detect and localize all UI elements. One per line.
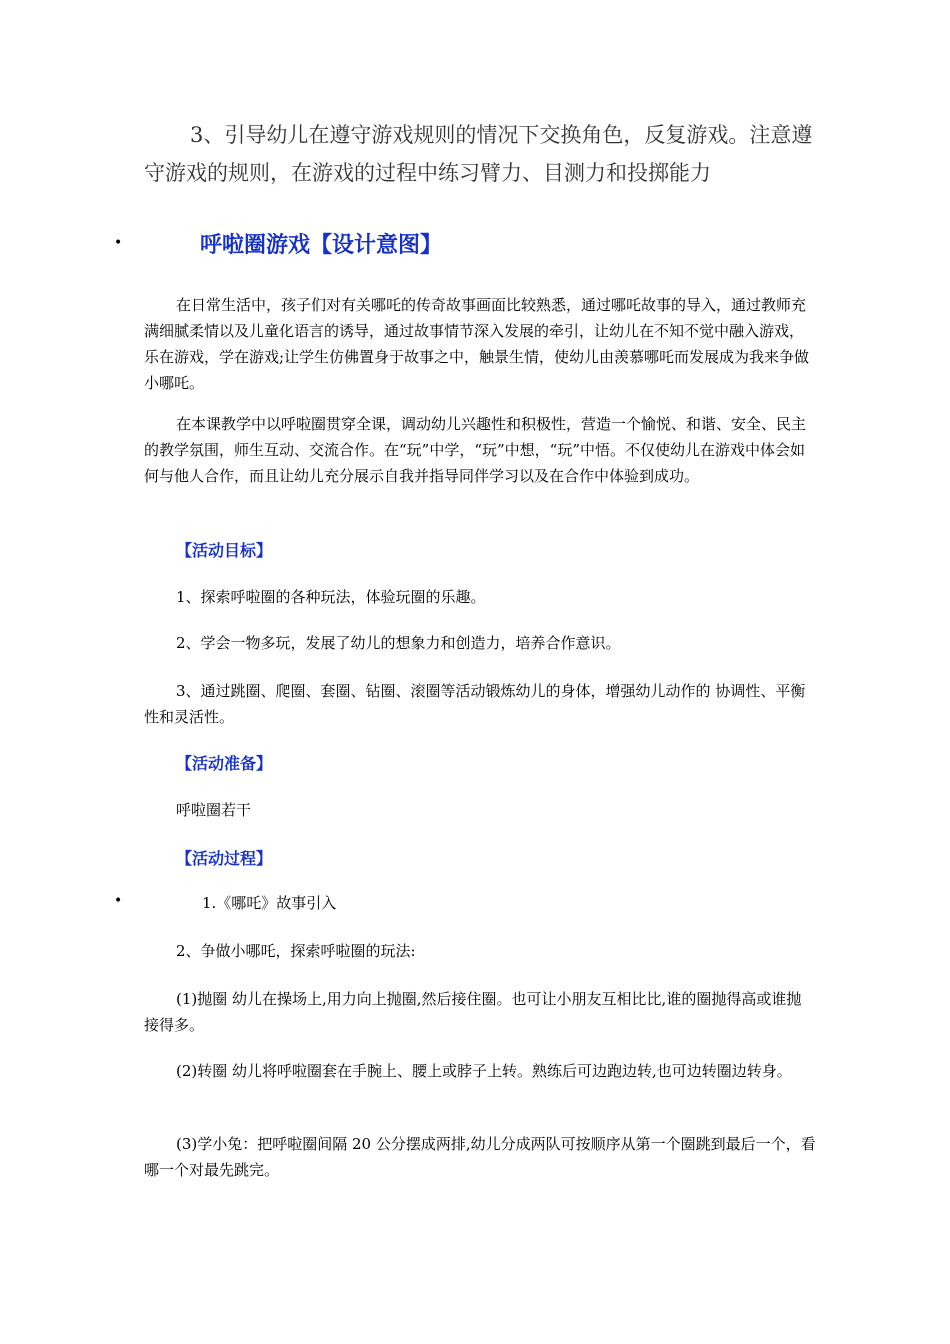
prep-text: 呼啦圈若干: [176, 801, 252, 819]
prep-heading: 【活动准备】: [176, 754, 273, 773]
process-step-3: (1)抛圈 幼儿在操场上,用力向上抛圈,然后接住圈。也可让小朋友互相比比,谁的圈抛得高或谁抛接得多。: [144, 990, 802, 1034]
process-heading: 【活动过程】: [176, 849, 273, 868]
process-step-5: (3)学小兔：把呼啦圈间隔 20 公分摆成两排,幼儿分成两队可按顺序从第一个圈跳到最后一个，看哪一个对最先跳完。: [144, 1135, 816, 1179]
section-title: 呼啦圈游戏【设计意图】: [200, 233, 443, 258]
intro-paragraph: 3、引导幼儿在遵守游戏规则的情况下交换角色，反复游戏。注意遵守游戏的规则，在游戏的过程中练习臂力、目测力和投掷能力: [144, 123, 813, 185]
process-step-2: 2、争做小哪吒，探索呼啦圈的玩法:: [176, 942, 416, 960]
design-paragraph-2: 在本课教学中以呼啦圈贯穿全课，调动幼儿兴趣性和积极性，营造一个愉悦、和谐、安全、民主的教学氛围，师生互动、交流合作。在“玩”中学，“玩”中想，“玩”中悟。不仅使幼儿在游戏中体会如何与他人合作，而且让幼儿充分展示自我并指导同伴学习以及在合作中体验到成功。: [144, 415, 807, 485]
goal-item-2: 2、学会一物多玩，发展了幼儿的想象力和创造力，培养合作意识。: [176, 634, 621, 652]
bullet-marker: •: [114, 893, 123, 909]
design-paragraph-1: 在日常生活中，孩子们对有关哪吒的传奇故事画面比较熟悉，通过哪吒故事的导入，通过教师充满细腻柔情以及儿童化语言的诱导，通过故事情节深入发展的牵引，让幼儿在不知不觉中融入游戏，乐在游戏，学在游戏;让学生仿佛置身于故事之中，触景生情，使幼儿由羡慕哪吒而发展成为我来争做小哪吒。: [144, 296, 810, 392]
bullet-marker: •: [114, 235, 123, 251]
goals-heading: 【活动目标】: [176, 541, 273, 560]
goal-item-1: 1、探索呼啦圈的各种玩法，体验玩圈的乐趣。: [176, 588, 486, 606]
goal-item-3: 3、通过跳圈、爬圈、套圈、钻圈、滚圈等活动锻炼幼儿的身体，增强幼儿动作的 协调性、平衡性和灵活性。: [144, 682, 806, 726]
process-step-4: (2)转圈 幼儿将呼啦圈套在手腕上、腰上或脖子上转。熟练后可边跑边转,也可边转圈边转身。: [176, 1062, 792, 1080]
process-step-1: 1.《哪吒》故事引入: [202, 894, 337, 912]
